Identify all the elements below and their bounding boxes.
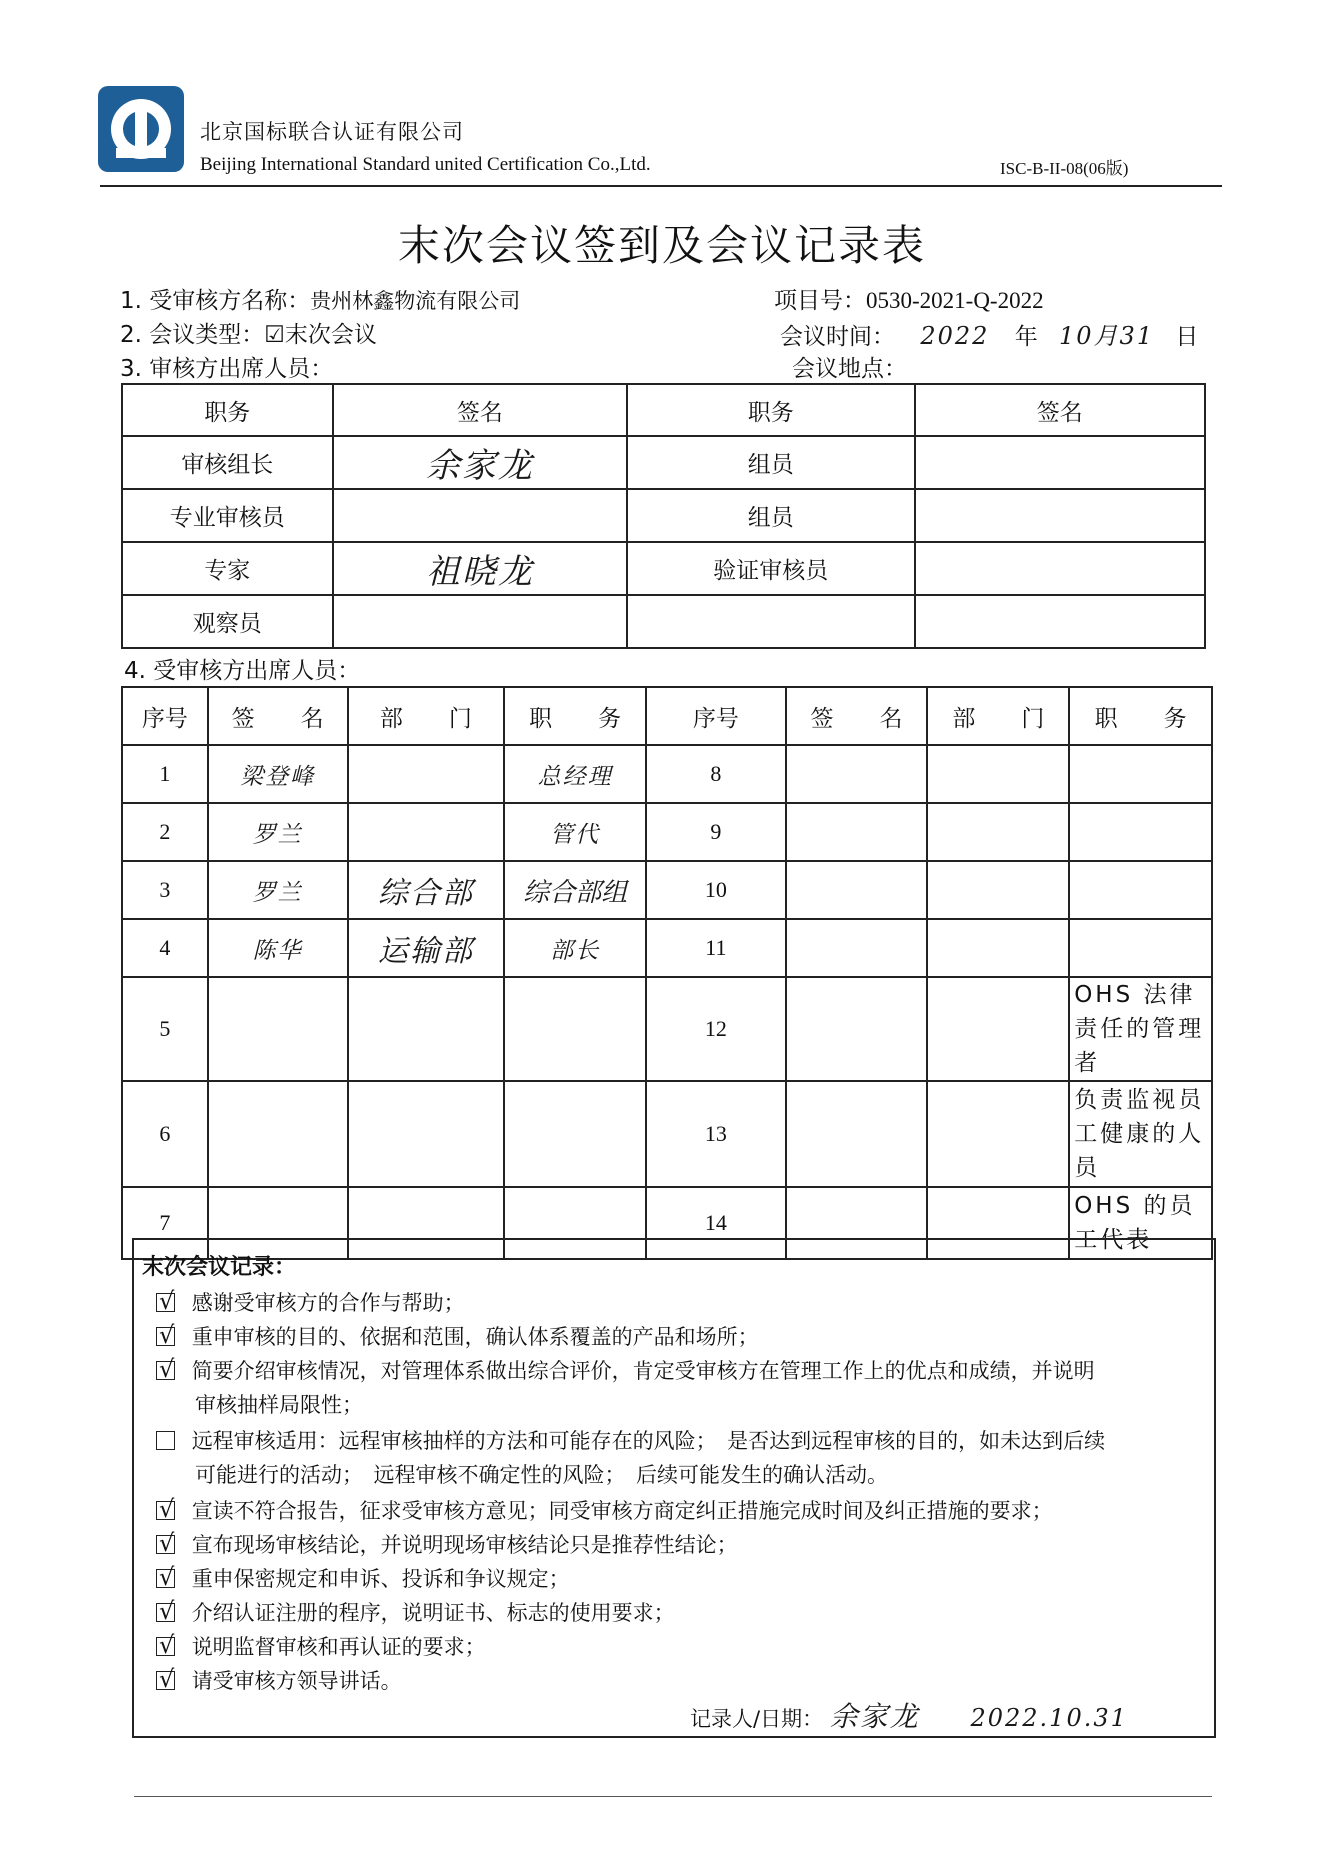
role-cell: 专业审核员 [122, 489, 333, 542]
role-cell: 验证审核员 [627, 542, 914, 595]
record-item [156, 1494, 1206, 1528]
seq-cell: 10 [646, 861, 786, 919]
signature-cell [786, 977, 928, 1081]
seq-cell: 8 [646, 745, 786, 803]
position-cell [1069, 919, 1212, 977]
signature-cell: 余家龙 [333, 436, 627, 489]
position-cell: 部长 [504, 919, 646, 977]
signature-cell [786, 803, 928, 861]
table-row [122, 919, 1212, 977]
signature-cell [915, 489, 1205, 542]
meeting-type-row [120, 316, 377, 349]
checkbox[interactable] [156, 1495, 175, 1523]
header-position: 职 务 [504, 687, 646, 745]
signature-cell [786, 861, 928, 919]
record-item [156, 1354, 1206, 1422]
role-cell: 审核组长 [122, 436, 333, 489]
role-cell: 组员 [627, 436, 914, 489]
department-cell: 综合部 [348, 861, 505, 919]
signature-cell: 梁登峰 [208, 745, 348, 803]
check-mark-icon: √ [159, 1529, 175, 1557]
header-department: 部 门 [348, 687, 505, 745]
checkbox[interactable] [156, 1597, 175, 1625]
department-cell [348, 803, 505, 861]
table-row [122, 542, 1205, 595]
meeting-year-handwritten: 2022 [920, 322, 990, 350]
record-item-text: 远程审核适用：远程审核抽样的方法和可能存在的风险； 是否达到远程审核的目的，如未达到后续 [191, 1429, 1106, 1453]
position-cell: 综合部组 [504, 861, 646, 919]
seq-cell: 4 [122, 919, 208, 977]
position-cell [1069, 803, 1212, 861]
header-position: 职 务 [1069, 687, 1212, 745]
seq-cell: 7 [122, 1187, 208, 1259]
department-cell [927, 1081, 1069, 1187]
auditee-value: 贵州林鑫物流有限公司 [310, 289, 521, 313]
header-signature: 签名 [333, 384, 627, 436]
signature-cell [333, 595, 627, 648]
department-cell [348, 1081, 505, 1187]
role-cell: 观察员 [122, 595, 333, 648]
record-item [156, 1528, 1206, 1562]
record-item [156, 1664, 1206, 1698]
record-item [156, 1596, 1206, 1630]
department-cell: 运输部 [348, 919, 505, 977]
table-row [122, 1081, 1212, 1187]
check-mark-icon: √ [159, 1321, 175, 1349]
checkbox[interactable] [156, 1355, 175, 1383]
project-number-row [774, 282, 1044, 315]
checkbox[interactable] [156, 1529, 175, 1557]
auditee-label: 1. 受审核方名称： [120, 288, 311, 314]
year-label: 年 [1014, 324, 1038, 350]
check-mark-icon: √ [159, 1355, 175, 1383]
table-row [122, 489, 1205, 542]
seq-cell: 1 [122, 745, 208, 803]
record-item-text: 重申审核的目的、依据和范围，确认体系覆盖的产品和场所； [191, 1325, 759, 1349]
recorder-date: 2022.10.31 [970, 1704, 1128, 1732]
meeting-location-label: 会议地点： [792, 356, 907, 382]
seq-cell: 12 [646, 977, 786, 1081]
check-mark-icon: √ [159, 1563, 175, 1591]
recorder-row [690, 1700, 1128, 1736]
record-item [156, 1286, 1206, 1320]
check-mark-icon: √ [159, 1665, 175, 1693]
page-title: 末次会议签到及会议记录表 [397, 221, 926, 270]
record-item-text: 宣布现场审核结论，并说明现场审核结论只是推荐性结论； [191, 1533, 738, 1557]
table-row [122, 745, 1212, 803]
department-cell [927, 977, 1069, 1081]
meeting-type-label: 2. 会议类型： [120, 322, 265, 348]
record-item [156, 1630, 1206, 1664]
checkbox[interactable] [156, 1665, 175, 1693]
auditee-attendees-label: 4. 受审核方出席人员： [124, 658, 361, 684]
header-department: 部 门 [927, 687, 1069, 745]
position-cell: OHS 法律责任的管理者 [1069, 977, 1212, 1081]
auditee-attendees-table [121, 686, 1213, 1260]
meeting-type-value: ☑末次会议 [264, 322, 377, 348]
meeting-time-label: 会议时间： [780, 324, 895, 350]
signature-cell [915, 436, 1205, 489]
checkbox[interactable] [156, 1631, 175, 1659]
position-cell [504, 1081, 646, 1187]
signature-cell [915, 595, 1205, 648]
record-item [156, 1562, 1206, 1596]
signature-cell [915, 542, 1205, 595]
department-cell [348, 745, 505, 803]
meeting-time-row [780, 316, 1198, 351]
record-item-text: 请受审核方领导讲话。 [191, 1669, 402, 1693]
department-cell [927, 861, 1069, 919]
seq-cell: 11 [646, 919, 786, 977]
company-name-en: Beijing International Standard united Certification Co.,Ltd. [200, 154, 651, 175]
position-cell [1069, 745, 1212, 803]
record-item-text-cont: 审核抽样局限性； [195, 1393, 363, 1417]
position-cell: OHS 的员工代表 [1069, 1187, 1212, 1259]
day-label: 日 [1175, 324, 1199, 350]
checkbox[interactable] [156, 1431, 175, 1450]
audit-attendees-label: 3. 审核方出席人员： [120, 356, 334, 382]
header-role: 职务 [122, 384, 333, 436]
table-row [122, 861, 1212, 919]
signature-cell [208, 977, 348, 1081]
signature-cell: 陈华 [208, 919, 348, 977]
seq-cell: 9 [646, 803, 786, 861]
recorder-signature: 余家龙 [829, 1700, 920, 1733]
position-cell [1069, 861, 1212, 919]
signature-cell: 罗兰 [208, 861, 348, 919]
record-item-text-cont: 可能进行的活动； 远程审核不确定性的风险； 后续可能发生的确认活动。 [195, 1463, 888, 1487]
record-item-text: 重申保密规定和申诉、投诉和争议规定； [191, 1567, 570, 1591]
department-cell [927, 745, 1069, 803]
header-signature: 签 名 [208, 687, 348, 745]
seq-cell: 3 [122, 861, 208, 919]
signature-cell: 罗兰 [208, 803, 348, 861]
project-label: 项目号： [774, 288, 866, 314]
header-divider [100, 185, 1222, 187]
record-item-text: 说明监督审核和再认证的要求； [191, 1635, 486, 1659]
check-mark-icon: √ [159, 1631, 175, 1659]
position-cell [504, 977, 646, 1081]
role-cell [627, 595, 914, 648]
signature-cell [786, 1081, 928, 1187]
role-cell: 专家 [122, 542, 333, 595]
signature-cell: 祖晓龙 [333, 542, 627, 595]
table-row [122, 595, 1205, 648]
auditee-name-row [120, 282, 520, 315]
table-row [122, 436, 1205, 489]
meeting-monthday-handwritten: 10月31 [1059, 322, 1155, 350]
role-cell: 组员 [627, 489, 914, 542]
checkbox[interactable] [156, 1563, 175, 1591]
footer-divider [134, 1796, 1212, 1797]
table-row [122, 977, 1212, 1081]
header-role: 职务 [627, 384, 914, 436]
department-cell [348, 977, 505, 1081]
header-signature: 签名 [915, 384, 1205, 436]
header-seq: 序号 [122, 687, 208, 745]
record-item-text: 感谢受审核方的合作与帮助； [191, 1291, 465, 1315]
project-value: 0530-2021-Q-2022 [866, 288, 1044, 313]
header-seq: 序号 [646, 687, 786, 745]
signature-cell [786, 919, 928, 977]
position-cell: 负责监视员工健康的人员 [1069, 1081, 1212, 1187]
record-item-text: 宣读不符合报告，征求受审核方意见；同受审核方商定纠正措施完成时间及纠正措施的要求； [191, 1499, 1053, 1523]
record-item [156, 1424, 1206, 1492]
position-cell: 总经理 [504, 745, 646, 803]
check-mark-icon: √ [159, 1495, 175, 1523]
signature-cell [208, 1081, 348, 1187]
table-row [122, 803, 1212, 861]
checkbox[interactable] [156, 1321, 175, 1349]
seq-cell: 5 [122, 977, 208, 1081]
record-item-text: 介绍认证注册的程序，说明证书、标志的使用要求； [191, 1601, 675, 1625]
seq-cell: 6 [122, 1081, 208, 1187]
seq-cell: 13 [646, 1081, 786, 1187]
department-cell [927, 919, 1069, 977]
seq-cell: 14 [646, 1187, 786, 1259]
record-item-text: 简要介绍审核情况，对管理体系做出综合评价，肯定受审核方在管理工作上的优点和成绩，并说明 [191, 1359, 1095, 1383]
department-cell [927, 803, 1069, 861]
record-item [156, 1320, 1206, 1354]
audit-team-table [121, 383, 1206, 649]
signature-cell [786, 745, 928, 803]
seq-cell: 2 [122, 803, 208, 861]
meeting-record-title: 末次会议记录： [142, 1255, 297, 1280]
isc-logo-icon [98, 86, 184, 172]
checkbox[interactable] [156, 1287, 175, 1315]
check-mark-icon: √ [159, 1597, 175, 1625]
header-signature: 签 名 [786, 687, 928, 745]
recorder-label: 记录人/日期： [690, 1707, 824, 1731]
position-cell: 管代 [504, 803, 646, 861]
company-name-cn: 北京国标联合认证有限公司 [200, 120, 464, 144]
check-mark-icon: √ [159, 1287, 175, 1315]
document-number: ISC-B-II-08(06版) [1000, 159, 1129, 178]
signature-cell [333, 489, 627, 542]
